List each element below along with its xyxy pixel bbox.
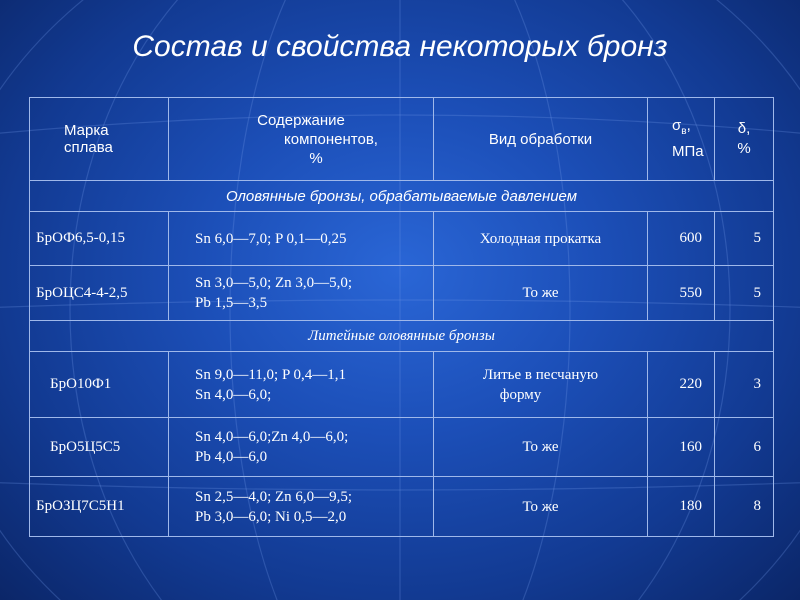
header-processing: Вид обработки — [434, 98, 648, 181]
header-sigma — [648, 98, 715, 181]
grade-cell: БрО5Ц5С5 — [30, 418, 169, 477]
processing-cell — [434, 352, 648, 418]
sigma-symbol: σ — [672, 117, 682, 134]
sigma-unit: МПа — [672, 143, 704, 160]
header-delta-line: % — [737, 140, 751, 157]
header-delta — [715, 98, 774, 181]
content-line: Sn 2,5—4,0; Zn 6,0—9,5; — [195, 488, 353, 505]
grade-cell: БрОЗЦ7С5Н1 — [30, 477, 169, 537]
processing-line: Литье в песчаную — [482, 366, 599, 383]
delta-cell: 5 — [715, 266, 774, 321]
header-content-line: Содержание — [257, 111, 345, 129]
processing-line: Холодная прокатка — [479, 230, 602, 247]
processing-cell — [434, 418, 648, 477]
processing-line: То же — [522, 439, 559, 455]
content-line: Sn 4,0—6,0;Zn 4,0—6,0; — [195, 429, 349, 445]
content-line: Sn 4,0—6,0; — [195, 386, 272, 403]
bronze-properties-table — [29, 97, 774, 537]
table-header-row — [30, 98, 774, 181]
sigma-subscript: в — [681, 126, 687, 137]
processing-line: То же — [522, 498, 559, 515]
content-line: Pb 3,0—6,0; Ni 0,5—2,0 — [195, 508, 347, 525]
header-content — [169, 98, 434, 181]
delta-cell: 6 — [715, 418, 774, 477]
header-delta-line: δ, — [737, 120, 751, 137]
sigma-cell: 220 — [648, 352, 715, 418]
processing-line: То же — [522, 285, 559, 301]
content-cell — [169, 266, 434, 321]
processing-line: форму — [499, 386, 542, 403]
content-cell — [169, 212, 434, 266]
table-row — [30, 352, 774, 418]
content-line: Pb 4,0—6,0 — [195, 449, 268, 465]
content-line: Sn 6,0—7,0; P 0,1—0,25 — [195, 230, 347, 247]
sigma-cell: 600 — [648, 212, 715, 266]
content-cell — [169, 477, 434, 537]
processing-cell — [434, 212, 648, 266]
sigma-cell: 550 — [648, 266, 715, 321]
table-row — [30, 212, 774, 266]
sigma-comma: , — [686, 117, 691, 134]
header-content-line: компонентов, — [284, 130, 378, 148]
delta-cell: 8 — [715, 477, 774, 537]
table-row — [30, 418, 774, 477]
content-line: Pb 1,5—3,5 — [195, 295, 268, 311]
section-row — [30, 181, 774, 212]
header-grade — [30, 98, 169, 181]
content-cell — [169, 352, 434, 418]
header-grade-line: сплава — [64, 139, 113, 156]
header-content-line: % — [309, 149, 323, 167]
delta-cell: 3 — [715, 352, 774, 418]
section-row — [30, 321, 774, 352]
grade-cell: БрОФ6,5-0,15 — [30, 212, 169, 266]
delta-cell: 5 — [715, 212, 774, 266]
section-title: Оловянные бронзы, обрабатываемые давлением — [30, 181, 774, 212]
processing-cell — [434, 266, 648, 321]
slide-title: Состав и свойства некоторых бронз — [132, 30, 668, 63]
sigma-cell: 180 — [648, 477, 715, 537]
section-title: Литейные оловянные бронзы — [30, 321, 774, 352]
content-line: Sn 9,0—11,0; P 0,4—1,1 — [195, 366, 346, 383]
grade-cell: БрОЦС4-4-2,5 — [30, 266, 169, 321]
grade-cell: БрО10Ф1 — [30, 352, 169, 418]
content-cell — [169, 418, 434, 477]
table-row — [30, 477, 774, 537]
sigma-cell: 160 — [648, 418, 715, 477]
header-grade-line: Марка — [64, 122, 109, 139]
table-row — [30, 266, 774, 321]
processing-cell — [434, 477, 648, 537]
content-line: Sn 3,0—5,0; Zn 3,0—5,0; — [195, 275, 353, 291]
